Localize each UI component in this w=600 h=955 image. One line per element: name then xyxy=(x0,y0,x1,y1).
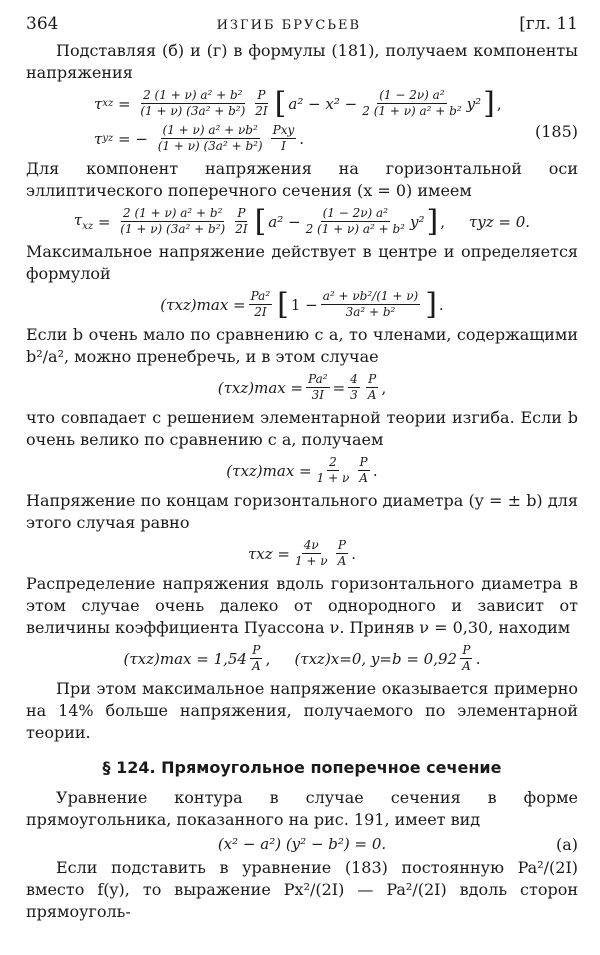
paragraph-8: При этом максимальное напряжение оказывается примерно на 14% больше напряжения, получаемого по элементарной теории. xyxy=(26,679,578,742)
paragraph-10: Если подставить в уравнение (183) постоянную Pa²/(2I) вместо f(y), то выражение Px²/(2I) — Pa²/(2I) вдоль сторон прямоуголь- xyxy=(26,858,578,921)
equation-number-185: (185) xyxy=(534,122,578,141)
equation-185 xyxy=(26,85,578,154)
paragraph-7: Распределение напряжения вдоль горизонтального диаметра в этом случае очень далеко от однородного и зависит от величины коэффициента Пуассона ν. Приняв ν = 0,30, находим xyxy=(26,574,578,637)
paragraph-5: что совпадает с решением элементарной теории изгиба. Если b очень велико по сравнению с a, получаем xyxy=(26,408,578,449)
paragraph-2: Для компонент напряжения на горизонтальной оси эллиптического поперечного сечения (x = 0) имеем xyxy=(26,159,578,200)
section-heading: § 124. Прямоугольное поперечное сечение xyxy=(102,758,502,777)
equation-185-line1: τ xz = $\frac{\text{2 (1 + ν) a² + b²}}{\text{(1 + ν) (3a² + b²)}}$ $\frac{P}{2I}$ [ a² − x² − $\frac{\text{(1 − 2ν) a²}}{\text{2 (1 + ν) a² + b²}}$ y² ] , xyxy=(94,85,502,121)
paragraph-1: Подставляя (б) и (г) в формулы (181), получаем компоненты напряжения xyxy=(26,41,578,82)
running-title: ИЗГИБ БРУСЬЕВ xyxy=(216,18,362,33)
equation-axis-stress: $\tau_{xz}$ = $\frac{\text{2 (1 + ν) a² + b²}}{\text{(1 + ν) (3a² + b²)}}$ $\frac{P}{2I}$ [ a² − $\frac{\text{(1 − 2ν) a²}}{\text{2 (1 + ν) a² + b²}}$ y² ] , τyz = 0. xyxy=(73,203,531,239)
paragraph-4: Если b очень мало по сравнению с a, то членами, содержащими b²/a², можно пренебречь, и в этом случае xyxy=(26,325,578,366)
equation-large-b: (τxz)max = $\frac{2}{1 + \nu}$ $\frac{P}{A}$ . xyxy=(226,455,378,485)
paragraph-9: Уравнение контура в случае сечения в форме прямоугольника, показанного на рис. 191, имеет вид xyxy=(26,788,578,829)
page-number: 364 xyxy=(26,14,59,34)
equation-diameter-ends: τxz = $\frac{4\nu}{1 + \nu}$ $\frac{P}{A}$ . xyxy=(247,538,357,568)
page-header xyxy=(26,14,578,40)
equation-max-stress: (τxz)max = $\frac{\text{Pa²}}{2I}$ [ 1 − $\frac{\text{a² + νb²/(1 + ν)}}{\text{3a² + b²}}$ ] . xyxy=(160,286,444,322)
equation-contour: (x² − a²) (y² − b²) = 0. (a) xyxy=(217,834,578,854)
chapter-ref: [гл. 11 xyxy=(519,14,578,34)
paragraph-6: Напряжение по концам горизонтального диаметра (y = ± b) для этого случая равно xyxy=(26,491,578,532)
equation-185-line2: τ yz = − $\frac{\text{(1 + ν) a² + νb²}}{\text{(1 + ν) (3a² + b²)}}$ $\frac{\text{Pxy}}{I}$ . xyxy=(94,123,305,153)
page xyxy=(26,14,578,923)
equation-small-b: (τxz)max = $\frac{\text{Pa²}}{3I}$ = $\frac{4}{3}$ $\frac{P}{A}$ , xyxy=(217,372,387,402)
equation-number-a: (a) xyxy=(555,834,578,854)
paragraph-3: Максимальное напряжение действует в центре и определяется формулой xyxy=(26,242,578,283)
equation-poisson-values: (τxz)max = 1,54 $\frac{P}{A}$ , (τxz)x=0, y=b = 0,92 $\frac{P}{A}$ . xyxy=(123,643,481,673)
